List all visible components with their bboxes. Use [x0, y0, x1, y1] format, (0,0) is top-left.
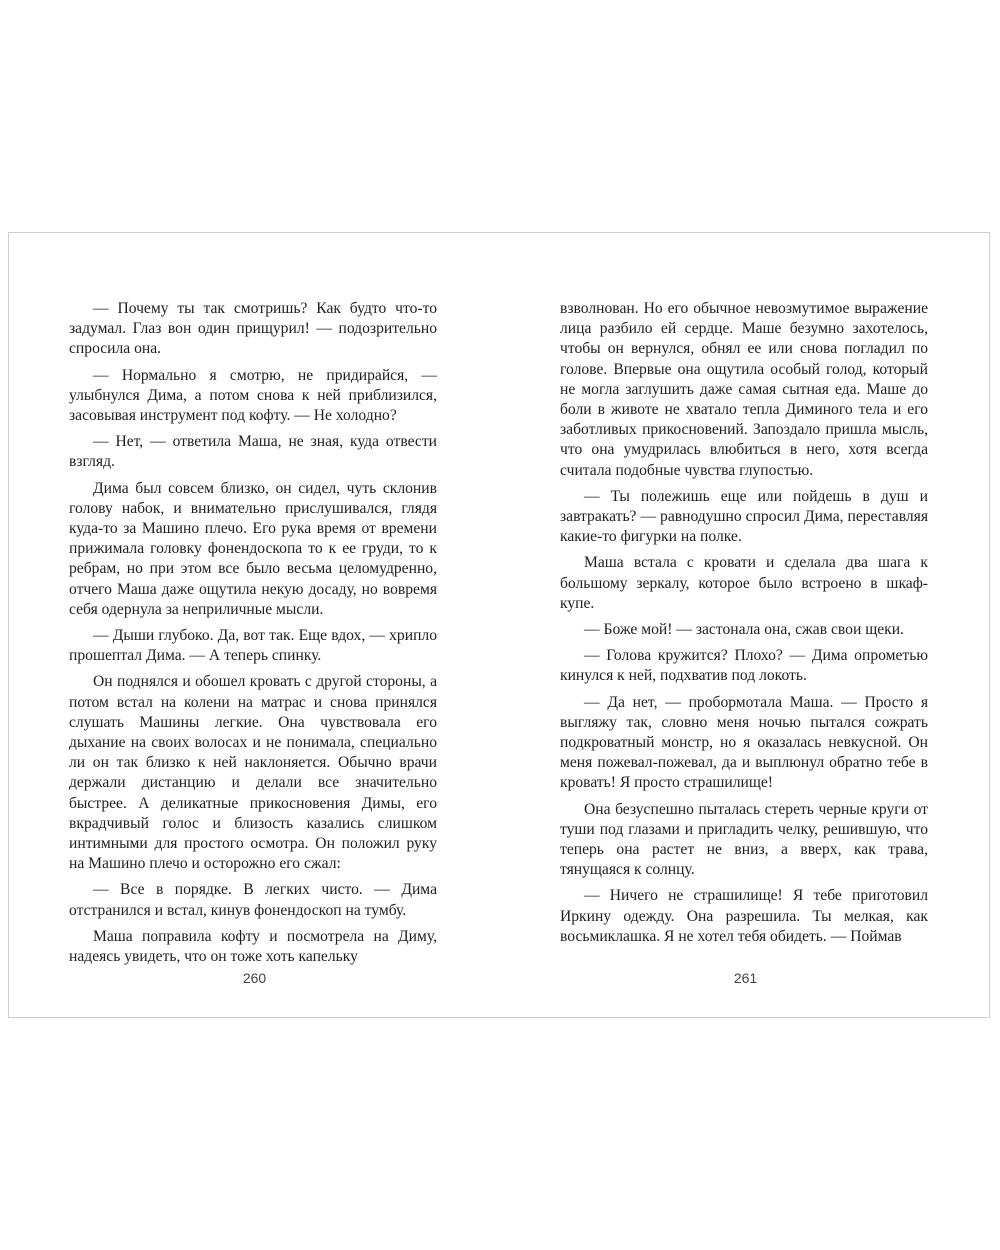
- paragraph: — Голова кружится? Плохо? — Дима опрометью кинулся к ней, подхватив под локоть.: [560, 647, 928, 685]
- left-page-text: [69, 299, 437, 967]
- paragraph: — Все в порядке. В легких чисто. — Дима отстранился и встал, кинув фонендоскоп на тумбу.: [69, 881, 437, 919]
- paragraph: — Да нет, — пробормотала Маша. — Просто я выгляжу так, словно меня ночью пытался сожрать подкроватный монстр, но я оказалась невкусной. Он меня пожевал-пожевал, да и выплюнул обратно тебе в кровать! Я просто страшилище!: [560, 693, 928, 792]
- paragraph: — Нормально я смотрю, не придирайся, — улыбнулся Дима, а потом снова к ней приблизился, засовывая инструмент под кофту. — Не холодно?: [69, 366, 437, 425]
- paragraph: Он поднялся и обошел кровать с другой стороны, а потом встал на колени на матрас и снова принялся слушать Машины легкие. Она чувствовала его дыхание на своих волосах и не понимала, специально ли он так близко к ней наклоняется. Обычно врачи держали дистанцию и делали все значительно быстрее. А деликатные прикосновения Димы, его вкрадчивый голос и близость казались слишком интимными для простого осмотра. Он положил руку на Машино плечо и осторожно его сжал:: [69, 673, 437, 873]
- paragraph: — Дыши глубоко. Да, вот так. Еще вдох, — хрипло прошептал Дима. — А теперь спинку.: [69, 627, 437, 665]
- paragraph: — Ничего не страшилище! Я тебе приготовил Иркину одежду. Она разрешила. Ты мелкая, как восьмиклашка. Я не хотел тебя обидеть. — Поймав: [560, 887, 928, 945]
- right-page-text: [560, 299, 928, 947]
- paragraph: Маша встала с кровати и сделала два шага к большому зеркалу, которое было встроено в шкаф-купе.: [560, 554, 928, 612]
- book-spread: [8, 232, 990, 1018]
- paragraph: — Боже мой! — застонала она, сжав свои щеки.: [584, 621, 904, 639]
- paragraph: Маша поправила кофту и посмотрела на Диму, надеясь увидеть, что он тоже хоть капельку: [69, 927, 437, 966]
- right-page: [500, 233, 991, 1019]
- paragraph: Она безуспешно пыталась стереть черные круги от туши под глазами и пригладить челку, решившую, что теперь она растет не вниз, а вверх, как трава, тянущаяся к солнцу.: [560, 800, 928, 879]
- paragraph: — Почему ты так смотришь? Как будто что-то задумал. Глаз вон один прищурил! — подозрительно спросила она.: [69, 300, 437, 358]
- left-page: [9, 233, 500, 1019]
- paragraph: Дима был совсем близко, он сидел, чуть склонив голову набок, и внимательно прислушивался, глядя куда-то за Машино плечо. Его рука время от времени прижимала головку фонендоскопа то к ее груди, то к ребрам, но при этом все было весьма целомудренно, отчего Маша даже ощутила некую досаду, но вовремя себя одернула за неприличные мысли.: [69, 479, 437, 618]
- page-number: 261: [733, 970, 758, 986]
- page-number: 260: [242, 970, 267, 986]
- paragraph: — Нет, — ответила Маша, не зная, куда отвести взгляд.: [69, 433, 437, 471]
- paragraph: взволнован. Но его обычное невозмутимое выражение лица разбило ей сердце. Маше безумно захотелось, чтобы он вернулся, обнял ее или снова погладил по голове. Впервые она ощутила особый голод, который не могла заглушить даже самая сытная еда. Маше до боли в животе не хватало тепла Диминого тела и его заботливых прикосновений. Запоздало пришла мысль, что она умудрилась влюбиться в него, хотя всегда считала подобные чувства глупостью.: [560, 300, 928, 479]
- paragraph: — Ты полежишь еще или пойдешь в душ и завтракать? — равнодушно спросил Дима, переставляя какие-то фигурки на полке.: [560, 487, 928, 546]
